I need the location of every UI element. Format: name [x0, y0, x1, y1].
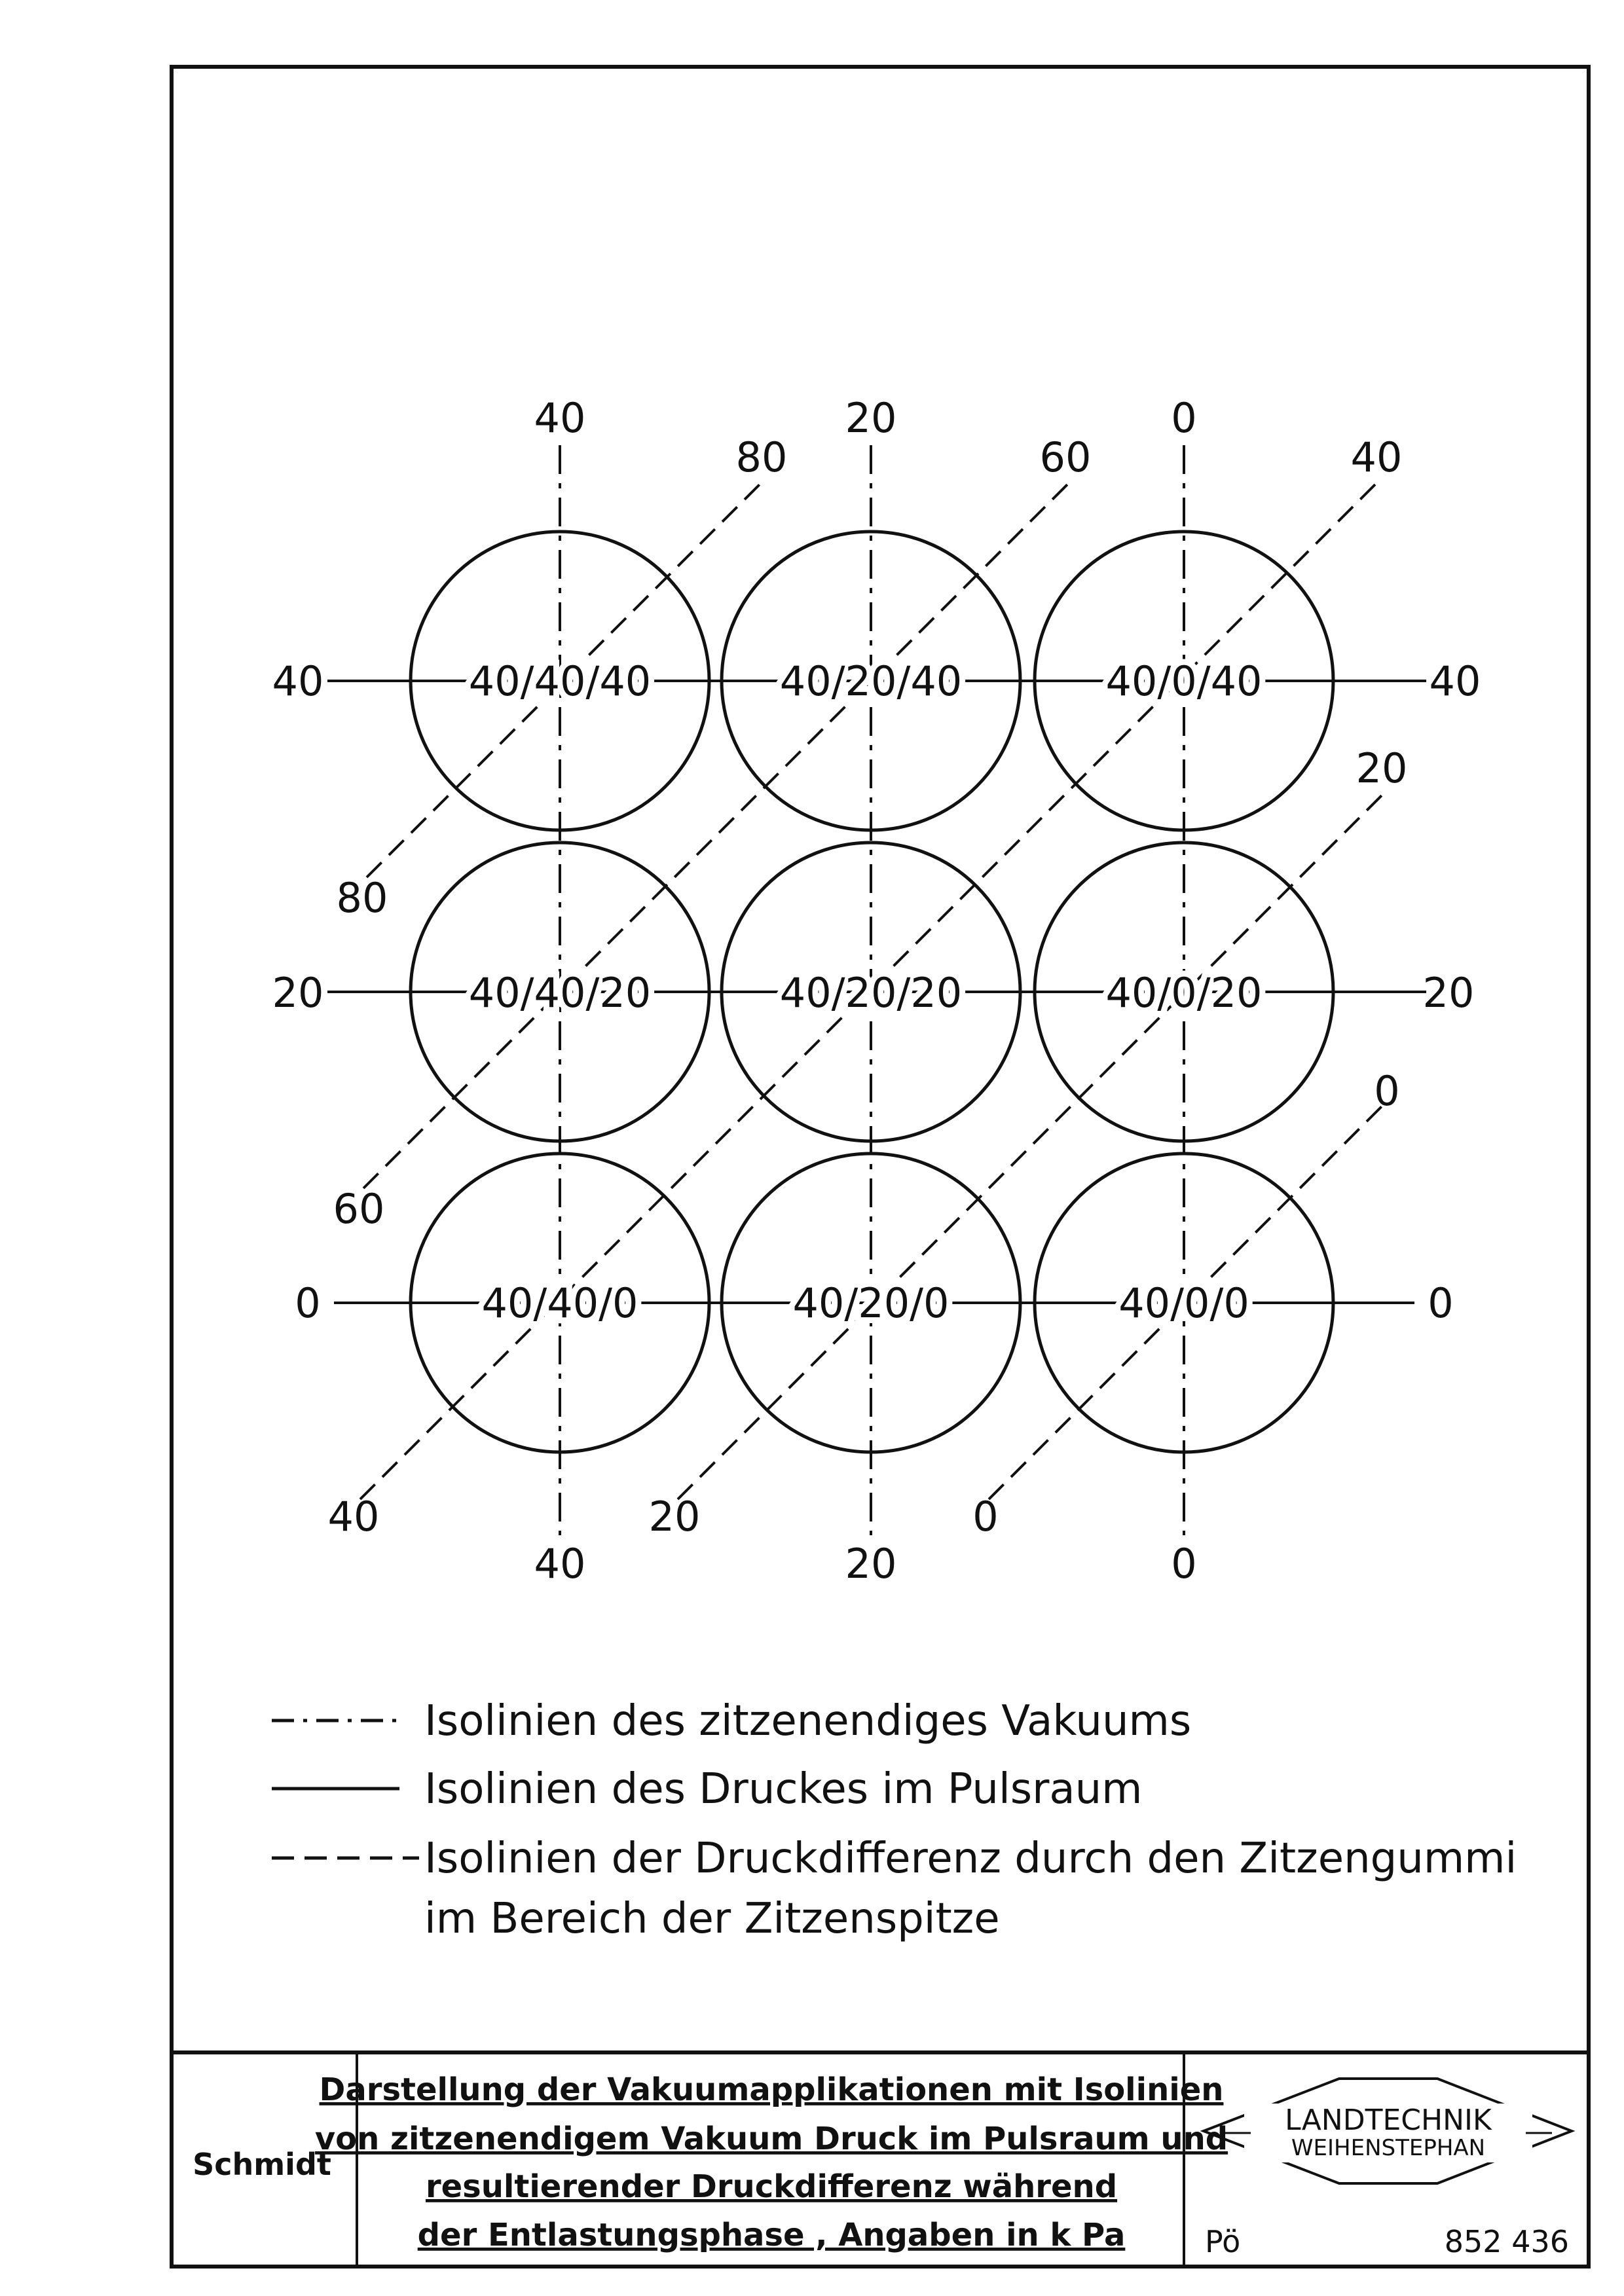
- logo-sub-text: WEIHENSTEPHAN: [1291, 2135, 1486, 2161]
- horizontal-left-label: 40: [272, 657, 324, 705]
- vertical-bottom-label: 40: [534, 1540, 586, 1588]
- diagonal-right-label: 0: [1374, 1067, 1400, 1115]
- vertical-top-label: 20: [845, 394, 897, 442]
- cell-label: 40/20/40: [779, 657, 963, 705]
- cell-label: 40/20/0: [792, 1279, 950, 1327]
- diagonal-left-label: 80: [336, 874, 388, 922]
- drawing-title-line: von zitzenendigem Vakuum Druck im Pulsraum und: [314, 2121, 1228, 2157]
- diagonal-bottom-label: 20: [648, 1493, 701, 1540]
- cell-label: 40/20/20: [779, 969, 963, 1017]
- title-block: [172, 2052, 1589, 2267]
- cell-label: 40/40/0: [481, 1279, 638, 1327]
- cell-label: 40/0/0: [1118, 1279, 1249, 1327]
- diagonal-isoline: [678, 795, 1382, 1499]
- diagonal-top-label: 60: [1039, 433, 1092, 481]
- cell-label: 40/40/40: [468, 657, 652, 705]
- drawer-initials: Pö: [1205, 2224, 1241, 2259]
- horizontal-right-label: 20: [1422, 969, 1475, 1017]
- legend-text: Isolinien der Druckdifferenz durch den Zitzengummi: [424, 1834, 1517, 1883]
- diagonal-left-label: 40: [327, 1493, 380, 1540]
- legend-text: Isolinien des zitzenendiges Vakuums: [424, 1697, 1192, 1745]
- isoline-diagram: [272, 394, 1481, 1588]
- drawing-title-line: der Entlastungsphase , Angaben in k Pa: [417, 2217, 1126, 2253]
- legend-text: im Bereich der Zitzenspitze: [424, 1895, 1000, 1943]
- horizontal-left-label: 20: [272, 969, 324, 1017]
- horizontal-right-label: 40: [1429, 657, 1481, 705]
- cell-label: 40/0/40: [1105, 657, 1263, 705]
- cell-labels: [469, 657, 1263, 1327]
- author-name: Schmidt: [193, 2147, 331, 2182]
- cell-label: 40/40/20: [468, 969, 652, 1017]
- legend-text: Isolinien des Druckes im Pulsraum: [424, 1765, 1143, 1813]
- vertical-bottom-label: 0: [1171, 1540, 1197, 1588]
- logo-main-text: LANDTECHNIK: [1285, 2104, 1492, 2137]
- drawing-title-line: resultierender Druckdifferenz während: [425, 2168, 1118, 2205]
- diagonal-left-label: 60: [333, 1185, 385, 1233]
- cell-label: 40/0/20: [1105, 969, 1263, 1017]
- diagonal-bottom-label: 0: [972, 1493, 999, 1540]
- diagonal-top-label: 40: [1350, 433, 1403, 481]
- diagonal-top-label: 80: [735, 433, 788, 481]
- drawing-number: 852 436: [1444, 2224, 1569, 2259]
- drawing-title-line: Darstellung der Vakuumapplikationen mit Isolinien: [319, 2071, 1224, 2108]
- vertical-top-label: 40: [534, 394, 586, 442]
- diagonal-right-label: 20: [1356, 744, 1408, 792]
- legend: [272, 1697, 1517, 1943]
- horizontal-right-label: 0: [1428, 1279, 1454, 1327]
- horizontal-left-label: 0: [295, 1279, 321, 1327]
- vertical-top-label: 0: [1171, 394, 1197, 442]
- landtechnik-logo: [1204, 2079, 1572, 2183]
- vertical-bottom-label: 20: [845, 1540, 897, 1588]
- diagonal-isoline: [363, 481, 1071, 1188]
